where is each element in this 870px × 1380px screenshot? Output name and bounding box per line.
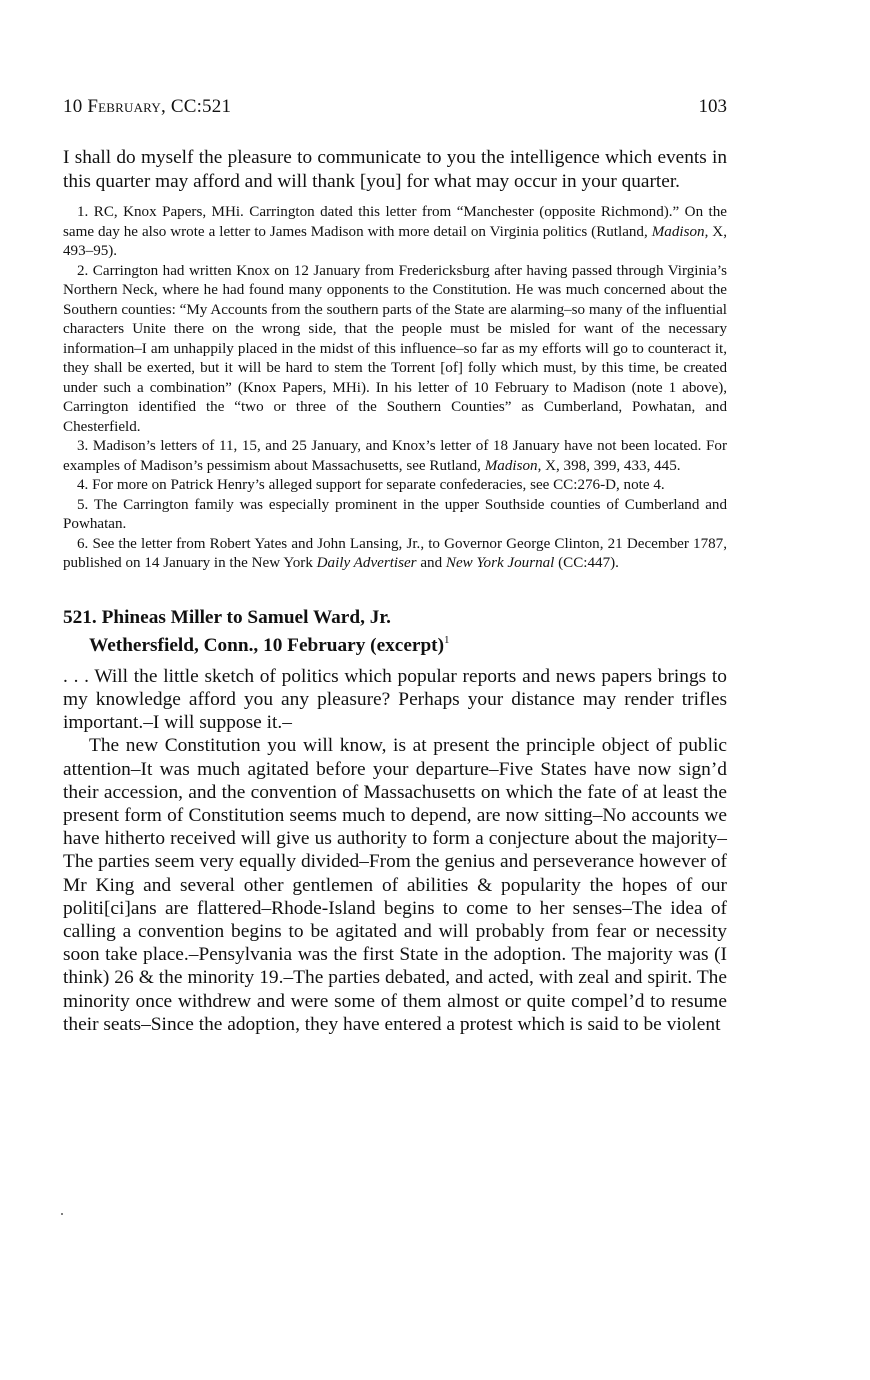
running-head-month: February — [87, 96, 161, 117]
footnotes — [63, 203, 727, 574]
document-heading-dateline — [63, 629, 727, 657]
footnote-1-text-end: , X, 493–95). — [63, 223, 727, 260]
running-head — [63, 96, 727, 130]
letter-paragraph-2: The new Constitution you will know, is at present the principle object of public attention–It was much agitated before your departure–Five States have now sign’d their accession, and the convention of Massachusetts on which the fate of at least the present form of Constitution seems much to depend, are now sitting–No accounts we have hitherto received will give us authority to form a conjecture about the majority–The parties seem very equally divided–From the genius and perseverance however of Mr King and several other gentlemen of abilities & popularity the hopes of our politi[ci]ans are flattered–Rhode-Island begins to come to her senses–The idea of calling a convention begins to be agitated and will probably from fear or necessity soon take place.–Pensylvania was the first State in the adoption. The majority was (I think) 26 & the minority 19.–The parties debated, and acted, with zeal and spirit. The minority once withdrew and were some of them almost or quite compel’d to resume their seats–Since the adoption, they have entered a protest which is said to be violent — [63, 735, 727, 1035]
page-speck — [61, 1213, 63, 1215]
footnote-6-italic: Daily Advertiser — [316, 555, 417, 572]
footnote-6-text: 6. See the letter from Robert Yates and John Lansing, Jr., to Governor George Clinton, 21 December 1787, published on 14 January in the New York — [63, 535, 727, 572]
document-page — [63, 96, 727, 1036]
footnote-5-text: 5. The Carrington family was especially prominent in the upper Southside counties of Cumberland and Powhatan. — [63, 496, 727, 533]
footnote-3-italic: Madison — [484, 457, 538, 474]
document-heading-place-date: Wethersfield, Conn., 10 February (excerpt) — [89, 634, 445, 656]
running-head-date — [63, 96, 231, 118]
footnote-1-italic: Madison — [651, 223, 705, 240]
running-head-doc-ref: , CC:521 — [160, 96, 232, 117]
footnote-4-text: 4. For more on Patrick Henry’s alleged support for separate confederacies, see CC:276-D, note 4. — [77, 477, 665, 494]
footnote-3 — [63, 437, 727, 476]
footnote-2 — [63, 262, 727, 438]
page-number: 103 — [698, 96, 727, 117]
document-heading — [63, 606, 727, 657]
footnote-6-text-mid: and — [416, 555, 446, 572]
footnote-5 — [63, 496, 727, 535]
footnote-2-text: 2. Carrington had written Knox on 12 January from Fredericksburg after having passed through Virginia’s Northern Neck, where he had found many opponents to the Constitution. He was much concerned about the Southern counties: “My Accounts from the southern parts of the State are alarming–so many of the influential characters Unite there on the wrong side, that the people must be misled for want of the necessary information–I am unhappily placed in the midst of this influence–so far as my efforts will go to counteract it, they shall be exerted, but it will be hard to stem the Torrent [of] folly which must, by this time, be created under such a combination” (Knox Papers, MHi). In his letter of 10 February to Madison (note 1 above), Carrington identified the “two or three of the Southern Counties” as Cumberland, Powhatan, and Chesterfield. — [63, 262, 727, 435]
footnote-4 — [63, 476, 727, 496]
closing-paragraph: I shall do myself the pleasure to communicate to you the intelligence which events in this quarter may afford and will thank [you] for what may occur in your quarter. — [63, 147, 727, 192]
footnote-1 — [63, 203, 727, 262]
footnote-3-text: 3. Madison’s letters of 11, 15, and 25 January, and Knox’s letter of 18 January have not been located. For examples of Madison’s pessimism about Massachusetts, see Rutland, — [63, 438, 727, 474]
document-heading-note-ref: 1 — [444, 633, 450, 646]
footnote-3-text-end: , X, 398, 399, 433, 445. — [537, 457, 681, 474]
letter-body — [63, 665, 727, 1036]
document-heading-title: 521. Phineas Miller to Samuel Ward, Jr. — [63, 606, 391, 628]
footnote-6 — [63, 535, 727, 574]
running-head-day: 10 — [63, 96, 88, 117]
footnote-6-text-end: (CC:447). — [554, 555, 619, 572]
footnote-1-text: 1. RC, Knox Papers, MHi. Carrington dated this letter from “Manchester (opposite Richmond).” On the same day he also wrote a letter to James Madison with more detail on Virginia politics (Rutland, — [63, 204, 727, 240]
footnote-6-italic-2: New York Journal — [445, 555, 555, 572]
letter-paragraph-1: . . . Will the little sketch of politics which popular reports and news papers brings to my knowledge afford you any pleasure? Perhaps your distance may render trifles important.–I will suppose it.– — [63, 665, 727, 734]
